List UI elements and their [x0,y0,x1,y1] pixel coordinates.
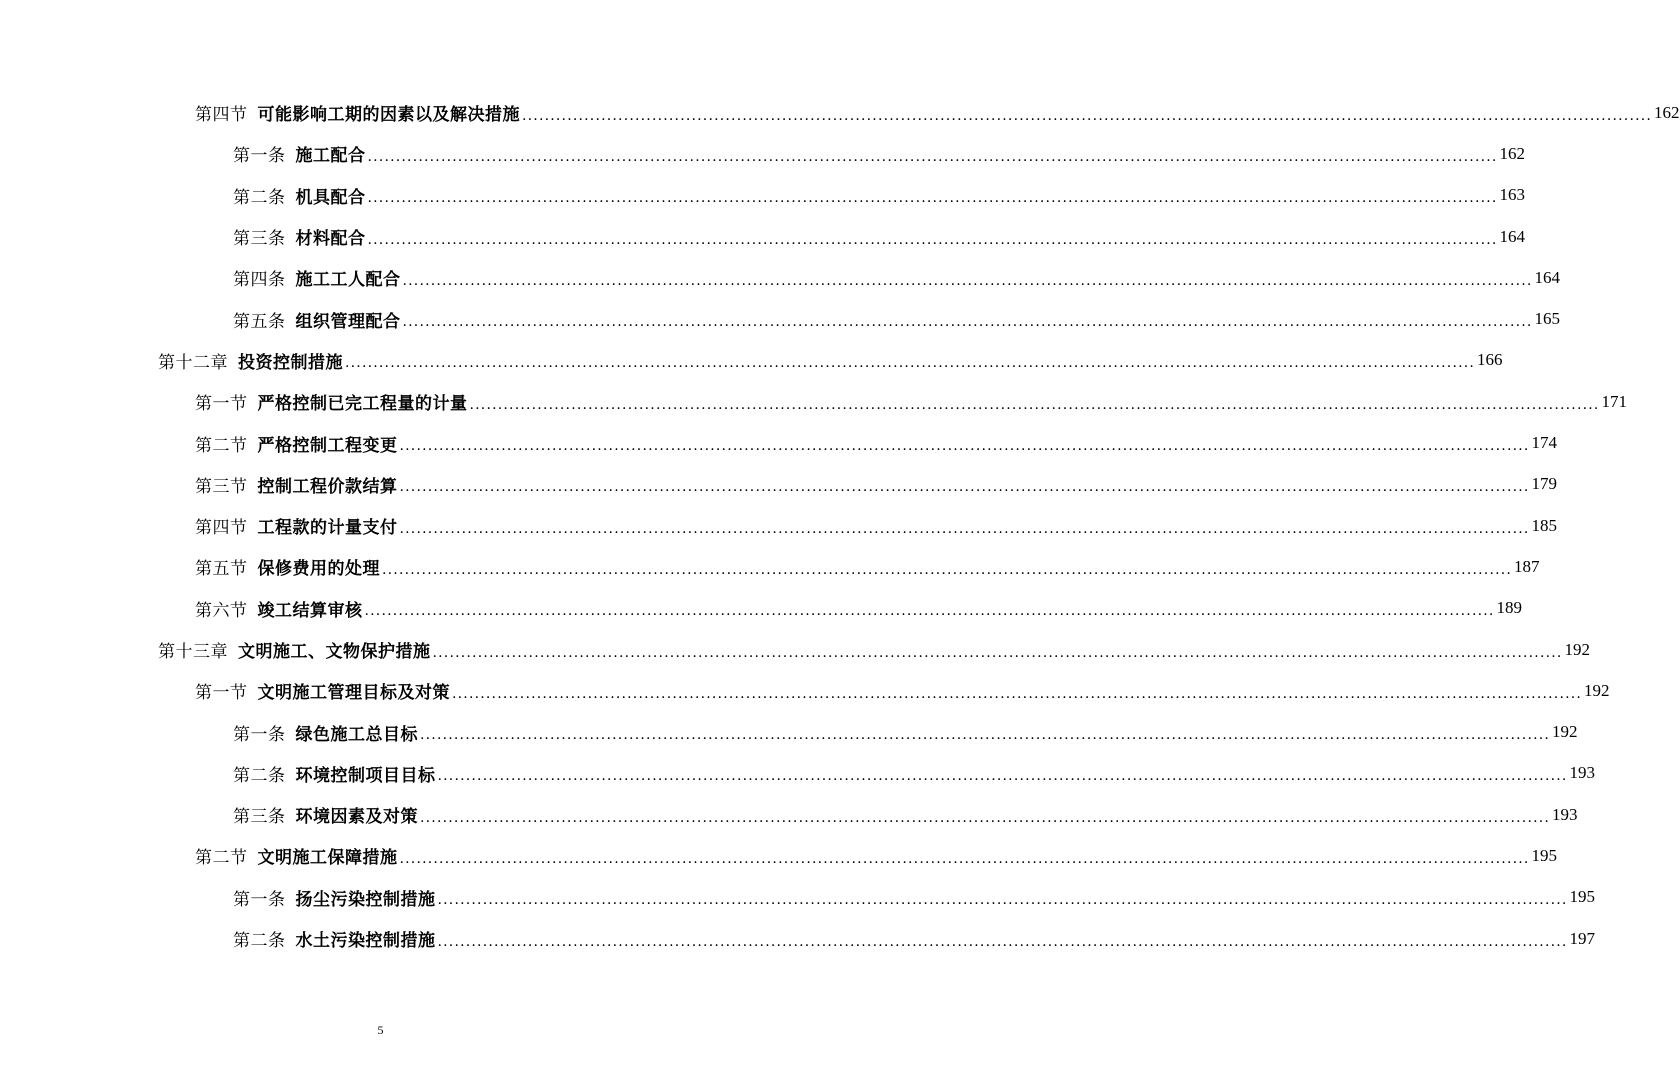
toc-entry[interactable] [0,546,1540,587]
toc-entry-page: 174 [1531,433,1558,453]
toc-entry-number: 第二条 [233,765,286,786]
dot-leader: ........................................................................................................................................................................................................ [437,892,1568,909]
toc-entry-number: 第二节 [195,848,248,869]
toc-entry-number: 第一节 [195,683,248,704]
toc-entry[interactable] [0,381,1628,422]
dot-leader: ........................................................................................................................................................................................................ [522,107,1653,124]
toc-entry-number: 第三条 [233,229,286,250]
toc-entry-number: 第一条 [233,889,286,910]
toc-entry-page: 193 [1552,804,1578,824]
dot-leader: ........................................................................................................................................................................................................ [399,479,1530,496]
toc-entry-page: 192 [1564,639,1591,659]
toc-entry-title: 严格控制已完工程量的计量 [257,394,468,415]
toc-entry-page: 179 [1531,474,1558,494]
dot-leader: ........................................................................................................................................................................................................ [382,561,1513,578]
toc-entry-title: 竣工结算审核 [257,600,363,621]
toc-entry-page: 193 [1569,763,1596,783]
dot-leader: ........................................................................................................................................................................................................ [402,272,1533,289]
toc-entry-page: 185 [1531,515,1558,535]
toc-entry-number: 第五节 [195,559,248,580]
toc-entry-number: 第十二章 [158,352,228,373]
toc-entry-number: 第四节 [195,105,248,126]
dot-leader: ........................................................................................................................................................................................................ [367,148,1498,165]
dot-leader: ........................................................................................................................................................................................................ [402,314,1533,331]
toc-entry-number: 第二条 [233,187,286,208]
dot-leader: ........................................................................................................................................................................................................ [399,850,1530,867]
toc-entry-number: 第三节 [195,476,248,497]
toc-entry-number: 第四节 [195,518,248,539]
toc-entry[interactable] [0,711,1578,752]
toc-entry-title: 文明施工保障措施 [257,848,398,869]
toc-entry[interactable] [0,794,1578,835]
toc-entry-number: 第十三章 [158,642,228,662]
toc-entry-number: 第四条 [233,270,286,291]
toc-entry-title: 文明施工管理目标及对策 [257,683,450,704]
toc-entry-page: 189 [1496,598,1523,618]
toc-entry[interactable] [0,629,1591,670]
toc-entry-number: 第一条 [233,146,286,167]
toc-entry-number: 第一节 [195,394,248,415]
toc-entry-number: 第五条 [233,311,286,332]
toc-entry-title: 保修费用的处理 [257,559,380,580]
toc-entry[interactable] [0,422,1558,463]
toc-entry-title: 环境因素及对策 [295,807,418,828]
toc-entry-title: 绿色施工总目标 [295,724,418,745]
dot-leader: ........................................................................................................................................................................................................ [367,190,1498,207]
toc-entry-page: 162 [1654,102,1680,122]
toc-entry[interactable] [0,835,1558,876]
toc-entry-title: 环境控制项目目标 [295,765,436,786]
toc-entry[interactable] [0,216,1526,257]
toc-entry-number: 第三条 [233,807,286,828]
toc-entry-title: 扬尘污染控制措施 [295,889,436,910]
toc-entry[interactable] [0,298,1561,339]
toc-entry-page: 192 [1552,722,1578,742]
toc-entry-title: 投资控制措施 [238,352,343,373]
toc-entry-page: 187 [1514,556,1540,576]
toc-entry-page: 165 [1534,309,1561,329]
toc-entry[interactable] [0,877,1596,918]
toc-entry[interactable] [0,133,1526,174]
toc-entry-number: 第二节 [195,435,248,456]
dot-leader: ........................................................................................................................................................................................................ [420,809,1551,826]
toc-entry-number: 第六节 [195,600,248,621]
toc-entry-number: 第二条 [233,931,286,952]
toc-entry-title: 控制工程价款结算 [257,476,398,497]
toc-entry-page: 166 [1477,350,1503,370]
toc-entry-page: 162 [1499,143,1526,163]
toc-entry[interactable] [0,464,1558,505]
toc-entry-title: 施工配合 [295,146,366,167]
toc-entry-title: 机具配合 [295,187,366,208]
toc-entry[interactable] [0,670,1610,711]
dot-leader: ........................................................................................................................................................................................................ [432,644,1563,661]
dot-leader: ........................................................................................................................................................................................................ [452,685,1583,702]
dot-leader: ........................................................................................................................................................................................................ [367,231,1498,248]
toc-entry-page: 164 [1499,226,1526,246]
toc-entry[interactable] [0,92,1680,133]
toc-entry[interactable] [0,175,1526,216]
toc-entry[interactable] [0,257,1561,298]
page-number: 5 [377,1023,384,1037]
dot-leader: ........................................................................................................................................................................................................ [345,355,1476,372]
dot-leader: ........................................................................................................................................................................................................ [437,768,1568,785]
toc-entry-title: 材料配合 [295,229,366,250]
toc-entry-page: 192 [1584,680,1610,700]
toc-entry-page: 164 [1534,267,1561,287]
toc-entry[interactable] [0,918,1596,959]
toc-entry[interactable] [0,588,1523,629]
toc-entry-page: 163 [1499,185,1526,205]
dot-leader: ........................................................................................................................................................................................................ [420,727,1551,744]
dot-leader: ........................................................................................................................................................................................................ [364,603,1495,620]
dot-leader: ........................................................................................................................................................................................................ [437,933,1568,950]
toc-entry[interactable] [0,753,1596,794]
toc-entry-title: 组织管理配合 [295,311,401,332]
toc-entry[interactable] [0,505,1558,546]
dot-leader: ........................................................................................................................................................................................................ [399,438,1530,455]
toc-entry[interactable] [0,340,1503,381]
toc-entry-title: 施工工人配合 [295,270,401,291]
toc-entry-title: 可能影响工期的因素以及解决措施 [257,105,520,126]
toc-entry-title: 文明施工、文物保护措施 [238,642,431,662]
toc-entry-title: 水土污染控制措施 [295,931,436,952]
toc-entry-title: 工程款的计量支付 [257,518,398,539]
toc-entry-page: 195 [1569,887,1596,907]
dot-leader: ........................................................................................................................................................................................................ [469,396,1600,413]
table-of-contents [0,92,1680,959]
toc-entry-title: 严格控制工程变更 [257,435,398,456]
toc-entry-page: 195 [1531,845,1558,865]
toc-entry-page: 171 [1601,391,1628,411]
toc-entry-number: 第一条 [233,724,286,745]
dot-leader: ........................................................................................................................................................................................................ [399,520,1530,537]
toc-entry-page: 197 [1569,928,1596,948]
